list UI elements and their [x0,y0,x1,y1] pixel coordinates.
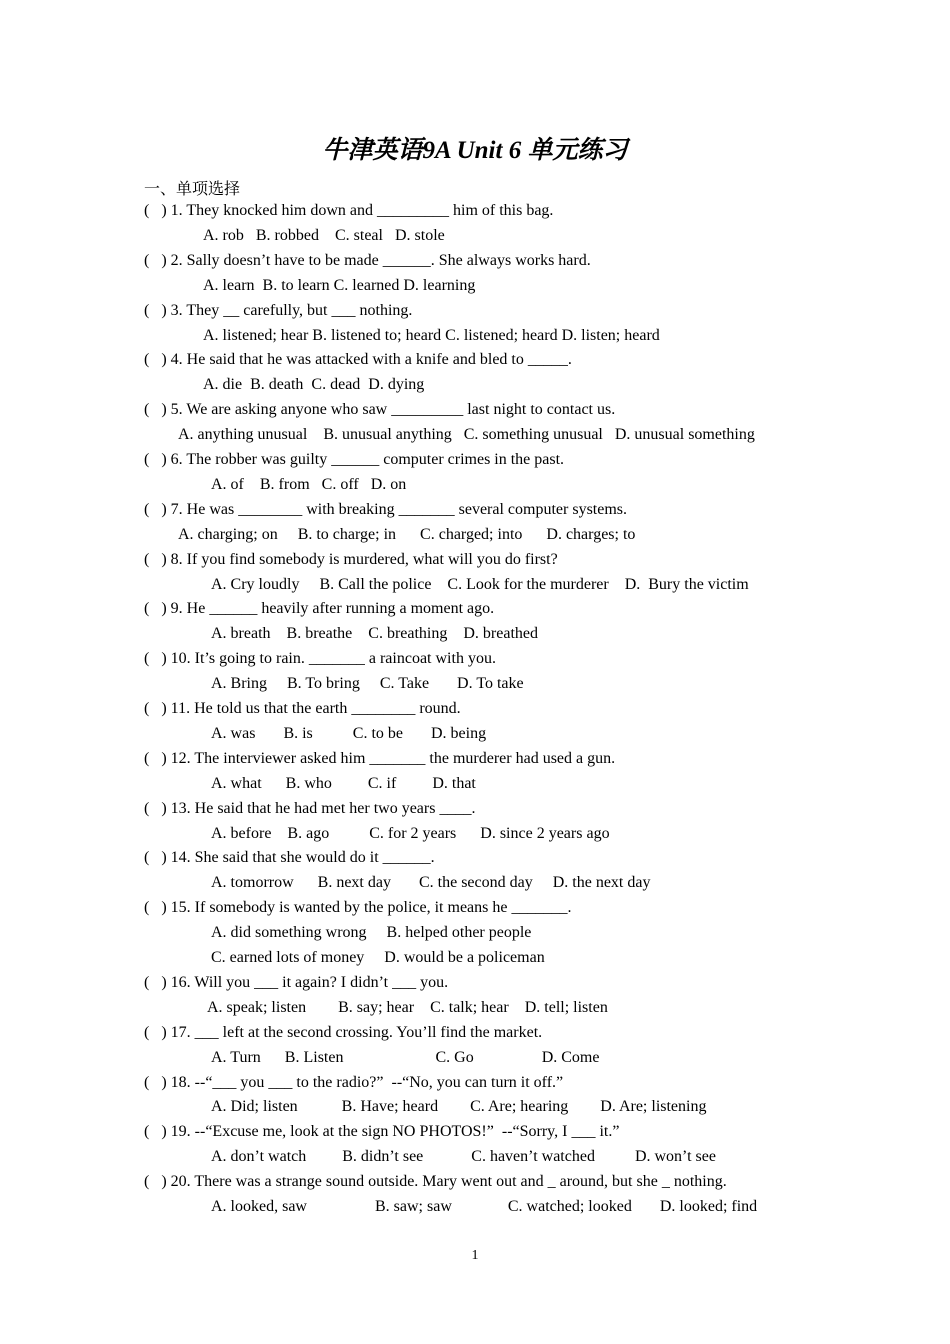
question-options: A. Cry loudly B. Call the police C. Look for the murderer D. Bury the victim [211,575,749,593]
question-options: A. anything unusual B. unusual anything C. something unusual D. unusual something [178,426,755,444]
question-stem: ( ) 5. We are asking anyone who saw _________ last night to contact us. [144,401,616,419]
question-stem: ( ) 15. If somebody is wanted by the police, it means he _______. [144,899,572,917]
section-heading: 一、单项选择 [144,181,241,198]
question-stem: ( ) 9. He ______ heavily after running a moment ago. [144,600,495,618]
question-options: A. breath B. breathe C. breathing D. breathed [211,625,539,643]
question-stem: ( ) 8. If you find somebody is murdered, what will you do first? [144,550,558,568]
question-stem: ( ) 17. ___ left at the second crossing. You’ll find the market. [144,1023,543,1041]
question-options: A. rob B. robbed C. steal D. stole [203,226,445,244]
question-options: C. earned lots of money D. would be a policeman [211,949,545,966]
question-stem: ( ) 2. Sally doesn’t have to be made ______. She always works hard. [144,251,591,269]
question-stem: ( ) 19. --“Excuse me, look at the sign NO PHOTOS!” --“Sorry, I ___ it.” [144,1123,620,1141]
question-options: A. die B. death C. dead D. dying [203,376,425,394]
question-stem: ( ) 7. He was ________ with breaking _______ several computer systems. [144,500,628,518]
question-options: A. was B. is C. to be D. being [211,724,487,742]
question-options: A. what B. who C. if D. that [211,774,476,792]
question-options: A. listened; hear B. listened to; heard C. listened; heard D. listen; heard [203,326,660,344]
question-stem: ( ) 10. It’s going to rain. _______ a raincoat with you. [144,650,496,668]
question-stem: ( ) 6. The robber was guilty ______ computer crimes in the past. [144,451,565,468]
question-options: A. did something wrong B. helped other people [211,924,532,942]
question-options: A. learn B. to learn C. learned D. learning [203,276,476,294]
question-options: A. Bring B. To bring C. Take D. To take [211,675,524,693]
question-options: A. speak; listen B. say; hear C. talk; hear D. tell; listen [207,998,608,1016]
page-title: 牛津英语9A Unit 6 单元练习 [322,137,628,164]
question-stem: ( ) 4. He said that he was attacked with a knife and bled to _____. [144,351,572,369]
question-stem: ( ) 3. They __ carefully, but ___ nothing. [144,301,413,319]
question-stem: ( ) 1. They knocked him down and _________ him of this bag. [144,202,554,219]
question-options: A. Turn B. Listen C. Go D. Come [211,1048,600,1066]
question-options: A. looked, saw B. saw; saw C. watched; looked D. looked; find [211,1198,758,1215]
question-stem: ( ) 18. --“___ you ___ to the radio?” --“No, you can turn it off.” [144,1073,564,1091]
question-stem: ( ) 11. He told us that the earth ________ round. [144,700,461,717]
question-options: A. of B. from C. off D. on [211,475,407,493]
question-options: A. tomorrow B. next day C. the second day D. the next day [211,874,651,892]
question-stem: ( ) 13. He said that he had met her two years ____. [144,799,476,817]
question-stem: ( ) 14. She said that she would do it ______. [144,849,435,867]
question-stem: ( ) 20. There was a strange sound outside. Mary went out and _ around, but she _ nothing. [144,1173,727,1191]
question-stem: ( ) 16. Will you ___ it again? I didn’t ___ you. [144,973,449,991]
question-options: A. Did; listen B. Have; heard C. Are; hearing D. Are; listening [211,1098,707,1116]
question-options: A. before B. ago C. for 2 years D. since 2 years ago [211,824,610,842]
question-stem: ( ) 12. The interviewer asked him _______ the murderer had used a gun. [144,749,616,767]
question-options: A. charging; on B. to charge; in C. charged; into D. charges; to [178,525,636,543]
question-options: A. don’t watch B. didn’t see C. haven’t watched D. won’t see [211,1148,716,1166]
page-number: 1 [471,1248,479,1263]
